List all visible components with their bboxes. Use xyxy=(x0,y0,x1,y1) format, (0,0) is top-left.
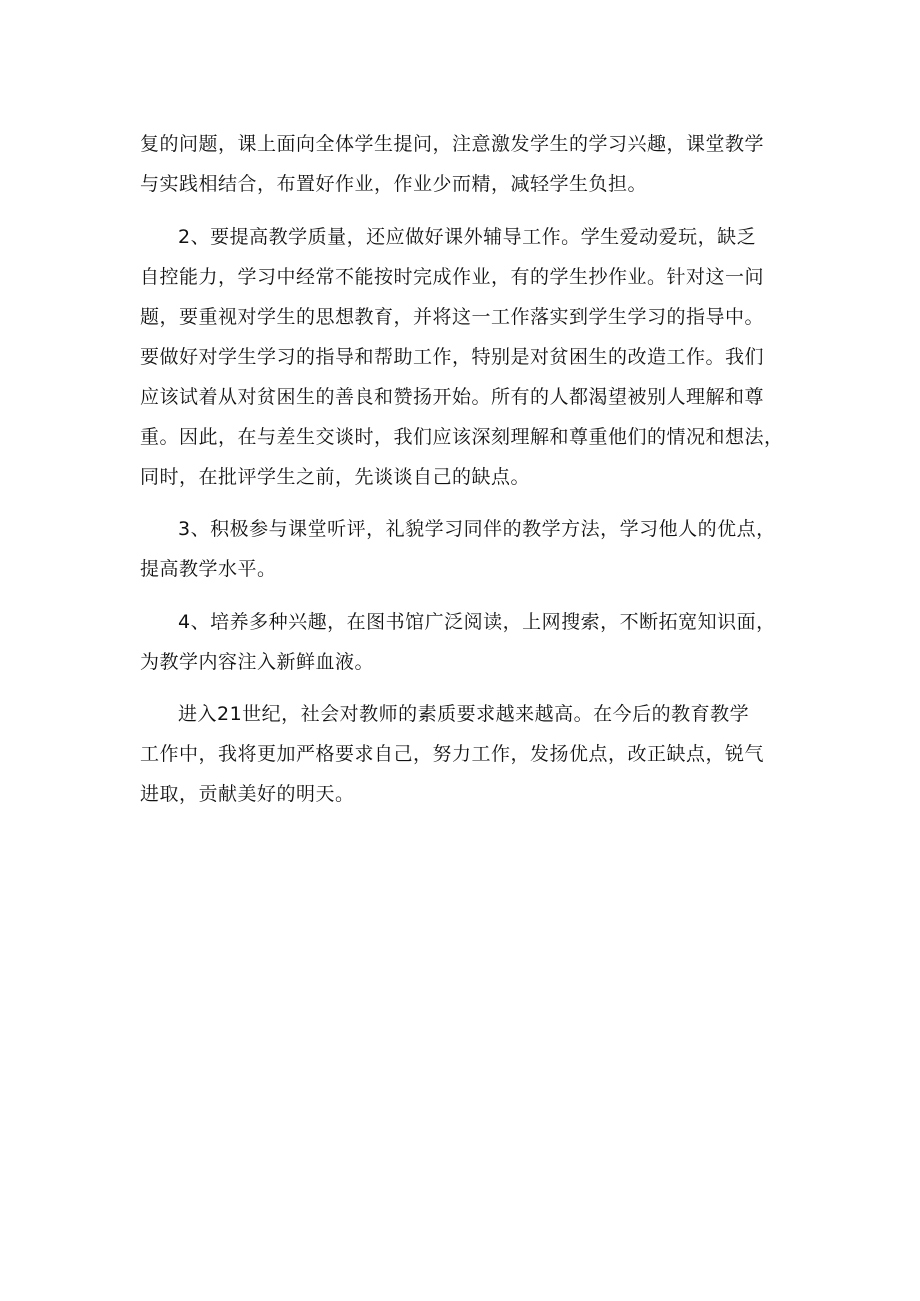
text-line: 工作中，我将更加严格要求自己，努力工作，发扬优点，改正缺点，锐气 xyxy=(140,743,765,765)
text-line: 应该试着从对贫困生的善良和赞扬开始。所有的人都渴望被别人理解和尊 xyxy=(140,385,765,408)
text-line: 为教学内容注入新鲜血液。 xyxy=(140,650,375,673)
text-line: 题，要重视对学生的思想教育，并将这一工作落实到学生学习的指导中。 xyxy=(140,305,765,328)
text-line: 要做好对学生学习的指导和帮助工作，特别是对贫困生的改造工作。我们 xyxy=(140,345,765,368)
text-line: 3、积极参与课堂听评，礼貌学习同伴的教学方法，学习他人的优点， xyxy=(178,518,776,540)
text-line: 提高教学水平。 xyxy=(140,558,277,580)
paragraph-item-4 xyxy=(140,602,800,682)
text-line: 与实践相结合，布置好作业，作业少而精，减轻学生负担。 xyxy=(140,173,648,195)
paragraph-item-3 xyxy=(140,509,800,589)
text-line: 同时，在批评学生之前，先谈谈自己的缺点。 xyxy=(140,465,531,488)
text-line: 自控能力，学习中经常不能按时完成作业，有的学生抄作业。针对这一问 xyxy=(140,265,765,288)
paragraph-conclusion xyxy=(140,694,800,814)
text-line: 2、要提高教学质量，还应做好课外辅导工作。学生爱动爱玩，缺乏 xyxy=(178,225,757,248)
paragraph-item-2 xyxy=(140,217,800,497)
text-line: 复的问题，课上面向全体学生提问，注意激发学生的学习兴趣，课堂教学 xyxy=(140,133,765,155)
document-body xyxy=(140,124,800,814)
text-line: 4、培养多种兴趣，在图书馆广泛阅读，上网搜索，不断拓宽知识面， xyxy=(178,610,776,633)
text-line: 进入21世纪，社会对教师的素质要求越来越高。在今后的教育教学 xyxy=(178,703,750,725)
paragraph-continuation xyxy=(140,124,800,204)
text-line: 进取，贡献美好的明天。 xyxy=(140,783,355,805)
text-line: 重。因此，在与差生交谈时，我们应该深刻理解和尊重他们的情况和想法， xyxy=(140,425,784,448)
